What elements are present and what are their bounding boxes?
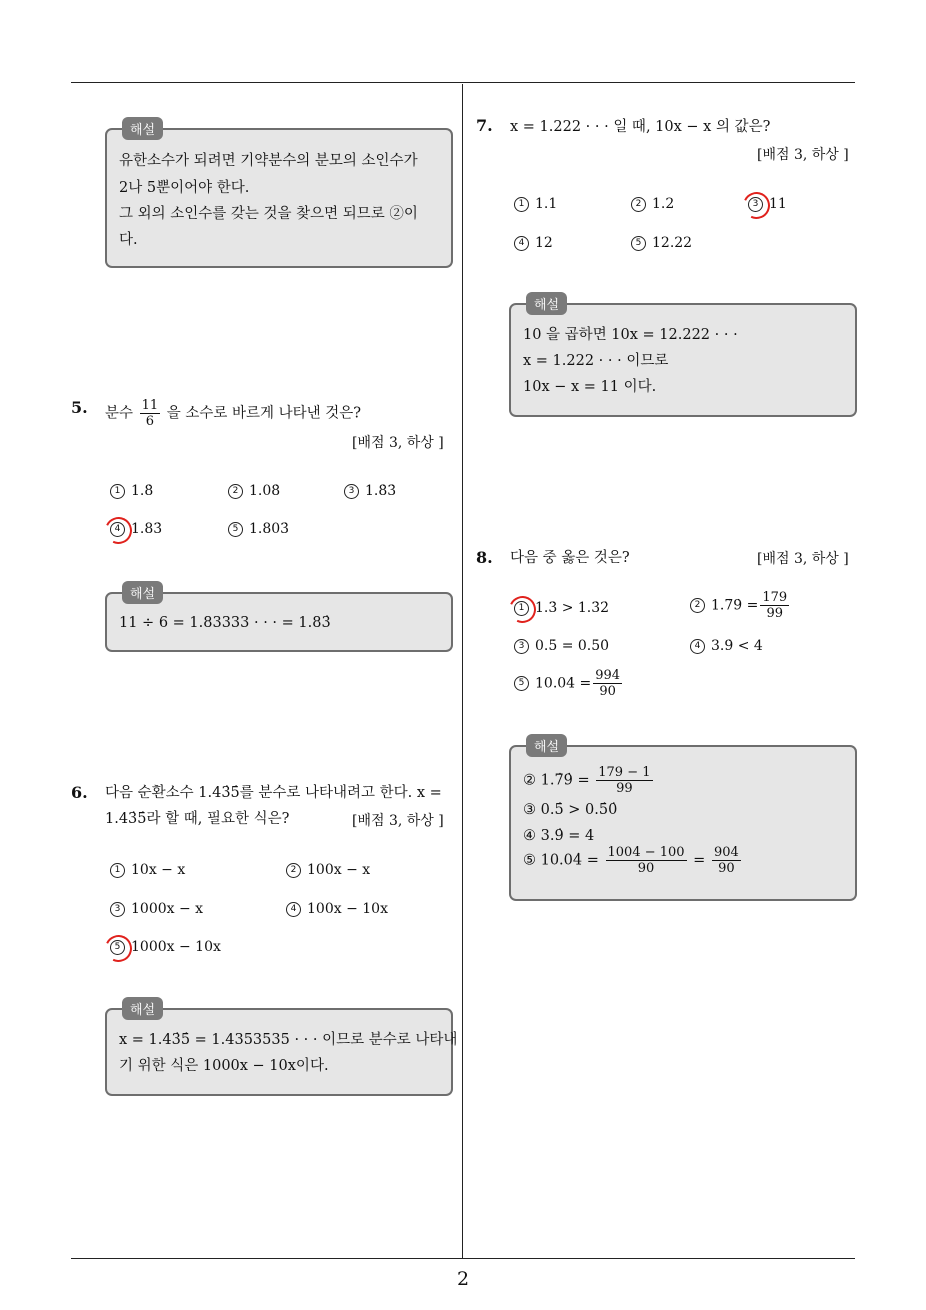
fraction-numerator: 1004 − 100 <box>607 845 685 860</box>
option-mark: 2 <box>228 484 243 499</box>
option-text: 10x − x <box>131 862 186 878</box>
score-label: [배점 3, 하상 ] <box>757 551 849 567</box>
option-mark: 5 <box>228 522 243 537</box>
fraction-denominator: 6 <box>145 414 155 429</box>
fraction-denominator: 90 <box>637 861 655 876</box>
question-number: 6. <box>71 783 88 802</box>
option-mark: 3 <box>110 902 125 917</box>
option-mark: 2 <box>631 197 646 212</box>
fraction-denominator: 90 <box>599 684 616 699</box>
fraction-numerator: 11 <box>141 398 159 413</box>
fraction-numerator: 179 <box>762 590 788 605</box>
solution-line: 그 외의 소인수를 갖는 것을 찾으면 되므로 ②이 <box>119 206 418 222</box>
equals-sign: = <box>693 852 706 869</box>
top-rule <box>71 82 855 83</box>
solution-line: 기 위한 식은 1000x − 10x이다. <box>119 1058 329 1074</box>
score-label: [배점 3, 하상 ] <box>757 147 849 163</box>
option-4[interactable] <box>110 521 162 537</box>
bottom-rule <box>71 1258 855 1259</box>
option-1[interactable] <box>514 196 557 212</box>
option-text: 1000x − x <box>131 901 204 917</box>
option-text: 0.5̇ = 0.5̇0̇ <box>535 638 610 654</box>
solution-text: ② 1.7̇9̇ = <box>523 772 590 789</box>
fraction <box>593 668 622 699</box>
question-text-line: 다음 순환소수 1.43̇5̇를 분수로 나타내려고 한다. x = <box>105 785 442 801</box>
q8-solution-box <box>509 740 857 901</box>
option-4[interactable] <box>286 901 388 917</box>
score-label: [배점 3, 하상 ] <box>352 813 444 829</box>
option-text: 1.8̇3̇ <box>365 483 397 499</box>
q5-solution-box <box>105 587 453 652</box>
option-5[interactable] <box>514 668 624 699</box>
question-text: x = 1.222 · · · 일 때, 10x − x 의 값은? <box>510 119 771 135</box>
option-text: 1.83̇ <box>131 521 163 537</box>
option-2[interactable] <box>690 590 791 621</box>
solution-line: ④ 3.9̇ = 4 <box>523 828 595 844</box>
option-text: 12.22 <box>652 235 693 251</box>
option-text: 1.8̇ <box>131 483 154 499</box>
solution-text: ⑤ 10.04̇ = <box>523 852 599 869</box>
option-2[interactable] <box>286 862 370 878</box>
option-mark: 2 <box>690 598 705 613</box>
option-text: 1.1 <box>535 196 558 212</box>
fraction-numerator: 179 − 1 <box>598 765 651 780</box>
option-mark: 4 <box>514 236 529 251</box>
option-mark: 1 <box>514 197 529 212</box>
fraction-denominator: 90 <box>718 861 735 876</box>
fraction-denominator: 99 <box>766 606 784 621</box>
question-number: 7. <box>476 116 493 135</box>
option-text: 1000x − 10x <box>131 939 221 955</box>
option-1[interactable] <box>514 600 609 616</box>
question-text-line: 1.43̇5̇라 할 때, 필요한 식은? <box>105 811 290 827</box>
column-divider <box>462 84 463 1259</box>
option-4[interactable] <box>690 638 763 654</box>
option-5[interactable] <box>110 939 221 955</box>
option-3[interactable] <box>344 483 396 499</box>
option-mark: 3 <box>514 639 529 654</box>
fraction-denominator: 99 <box>616 781 633 796</box>
q6-solution-box <box>105 1003 458 1096</box>
solution-line: 10x − x = 11 이다. <box>523 379 657 395</box>
option-text: 1.3̇ > 1.3̇2̇ <box>535 600 610 616</box>
solution-line <box>523 845 743 876</box>
solution-line: 유한소수가 되려면 기약분수의 분모의 소인수가 <box>119 153 418 169</box>
solution-line: ③ 0.5̇ > 0.5̇0̇ <box>523 802 618 818</box>
fraction <box>712 845 741 876</box>
fraction-numerator: 904 <box>713 845 739 860</box>
option-mark: 5 <box>514 676 529 691</box>
option-text: 100x − 10x <box>307 901 388 917</box>
option-text: 100x − x <box>307 862 371 878</box>
option-mark: 5 <box>631 236 646 251</box>
option-3[interactable] <box>514 638 609 654</box>
option-5[interactable] <box>631 235 692 251</box>
option-mark: 4 <box>690 639 705 654</box>
option-5[interactable] <box>228 521 289 537</box>
option-text: 3.9̇ < 4 <box>711 638 763 654</box>
page-number: 2 <box>456 1268 470 1290</box>
fraction <box>140 398 161 429</box>
answer-circle-mark: 3 <box>748 197 763 212</box>
question-number: 8. <box>476 548 493 567</box>
solution-line: x = 1.43̇5̇ = 1.4353535 · · · 이므로 분수로 나타내 <box>119 1032 458 1048</box>
option-text: 10.04̇ = <box>535 675 592 692</box>
option-mark: 2 <box>286 863 301 878</box>
option-mark: 4 <box>286 902 301 917</box>
option-text: 12 <box>535 235 553 251</box>
fraction-numerator: 994 <box>595 668 621 683</box>
answer-circle-mark: 4 <box>110 522 125 537</box>
solution-tag: 해설 <box>122 117 163 140</box>
option-2[interactable] <box>228 483 280 499</box>
score-label: [배점 3, 하상 ] <box>352 435 444 451</box>
solution-line: 다. <box>119 232 138 248</box>
q7-solution-box <box>509 298 857 417</box>
fraction <box>760 590 789 621</box>
option-3[interactable] <box>748 196 787 212</box>
q5-text-pre: 분수 <box>105 405 134 422</box>
option-3[interactable] <box>110 901 203 917</box>
question-text <box>105 398 361 429</box>
option-4[interactable] <box>514 235 553 251</box>
option-1[interactable] <box>110 862 185 878</box>
q5-text-post: 을 소수로 바르게 나타낸 것은? <box>166 405 362 422</box>
solution-line <box>523 765 655 796</box>
question-number: 5. <box>71 398 88 417</box>
fraction <box>596 765 652 796</box>
solution-tag: 해설 <box>122 997 163 1020</box>
solution-line: 11 ÷ 6 = 1.83333 · · · = 1.83̇ <box>119 615 331 631</box>
q4-solution-box <box>105 123 453 268</box>
answer-circle-mark: 1 <box>514 601 529 616</box>
option-text: 1.08̇ <box>249 483 281 499</box>
answer-circle-mark: 5 <box>110 940 125 955</box>
option-text: 1.2 <box>652 196 675 212</box>
option-2[interactable] <box>631 196 674 212</box>
option-mark: 1 <box>110 863 125 878</box>
option-text: 11 <box>769 196 787 212</box>
question-text: 다음 중 옳은 것은? <box>510 550 630 566</box>
solution-line: 2나 5뿐이어야 한다. <box>119 180 250 196</box>
solution-line: 10 을 곱하면 10x = 12.222 · · · <box>523 327 738 343</box>
option-mark: 3 <box>344 484 359 499</box>
solution-tag: 해설 <box>526 292 567 315</box>
solution-tag: 해설 <box>122 581 163 604</box>
fraction <box>606 845 687 876</box>
option-mark: 1 <box>110 484 125 499</box>
option-text: 1.803̇ <box>249 521 290 537</box>
solution-line: x = 1.222 · · · 이므로 <box>523 353 669 369</box>
option-text: 1.7̇9̇ = <box>711 597 759 614</box>
option-1[interactable] <box>110 483 153 499</box>
solution-tag: 해설 <box>526 734 567 757</box>
